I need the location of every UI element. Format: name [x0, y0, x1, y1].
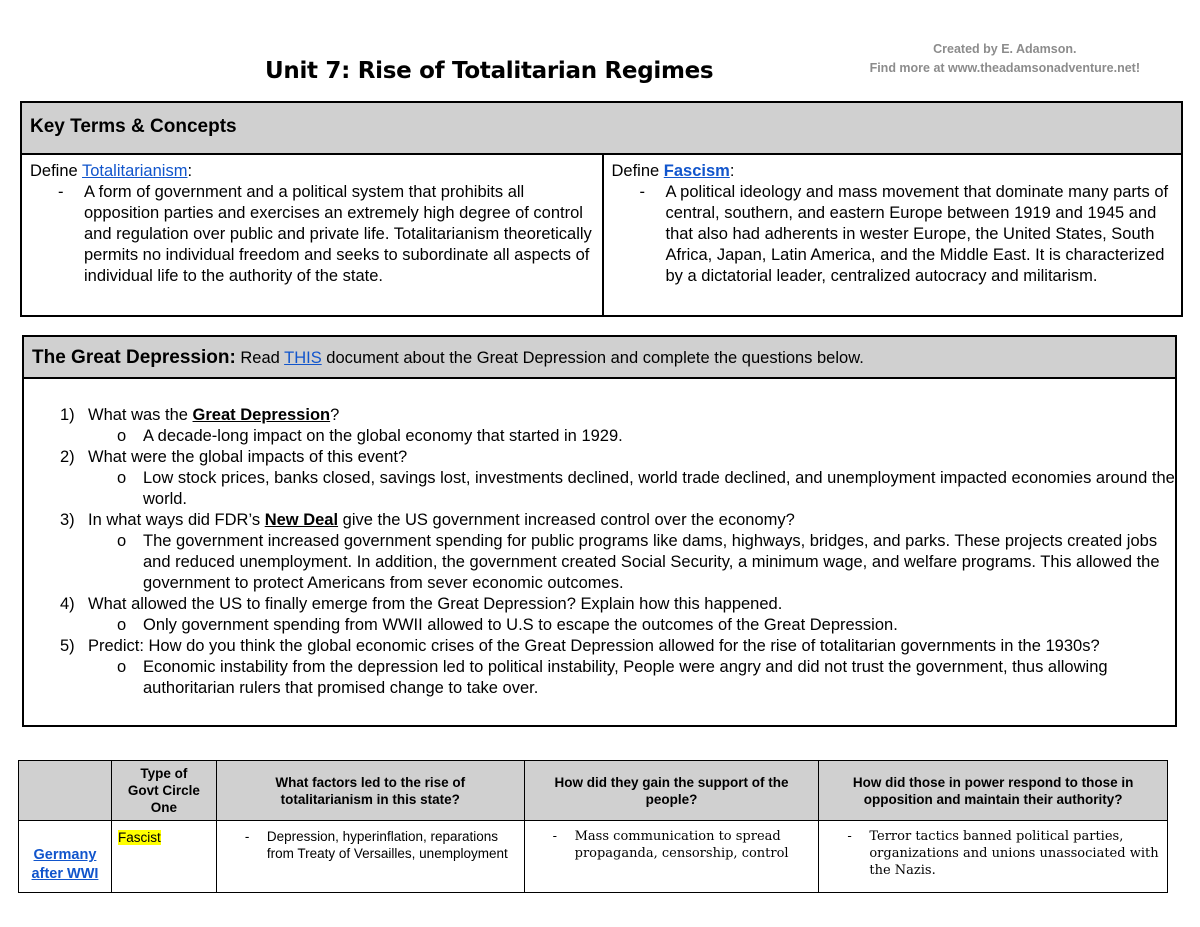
great-depression-section	[22, 335, 1177, 727]
answer-2	[24, 468, 1175, 510]
circle-bullet: o	[117, 658, 127, 676]
dash-bullet: -	[552, 829, 558, 844]
key-terms-section	[20, 101, 1183, 317]
table-header-factors: What factors led to the rise of totalitarianism in this state?	[216, 761, 524, 821]
totalitarianism-link[interactable]: Totalitarianism	[81, 162, 188, 180]
question-1	[24, 405, 1175, 426]
question-text: What were the global impacts of this event?	[88, 448, 408, 466]
answer-text: Low stock prices, banks closed, savings lost, investments declined, world trade declined, and unemployment impacted economies around the world.	[143, 469, 1175, 508]
question-text: Predict: How do you think the global economic crises of the Great Depression allowed for the rise of totalitarian governments in the 1930s?	[88, 637, 1100, 655]
answer-text: A decade-long impact on the global economy that started in 1929.	[143, 427, 623, 445]
question-text: What was the	[88, 406, 193, 424]
regimes-table	[18, 760, 1168, 893]
fascism-link[interactable]: Fascism	[663, 162, 730, 180]
credit-note	[870, 40, 1140, 78]
question-number: 3)	[60, 511, 75, 529]
table-header-support: How did they gain the support of the people?	[524, 761, 819, 821]
question-text: What allowed the US to finally emerge from the Great Depression? Explain how this happened.	[88, 595, 783, 613]
answer-text: The government increased government spending for public programs like dams, highways, bridges, and parks. These projects created jobs and reduced unemployment. In addition, the government created Social Security, a minimum wage, and welfare programs. This allowed the government to protect Americans from sever economic outcomes.	[143, 532, 1160, 592]
fascism-definition-cell	[602, 155, 1182, 315]
govt-type-highlight: Fascist	[117, 830, 161, 845]
credit-author: Created by E. Adamson.	[933, 42, 1077, 56]
factors-cell	[216, 821, 524, 893]
table-row	[19, 821, 1168, 893]
document-link[interactable]: THIS	[284, 349, 322, 367]
question-text: give the US government increased control over the economy?	[338, 511, 795, 529]
great-depression-heading	[24, 337, 1175, 379]
dash-bullet: -	[639, 183, 645, 201]
fascism-definition: A political ideology and mass movement that dominate many parts of central, southern, and eastern Europe between 1919 and 1945 and that also had adherents in wester Europe, the United States, South Africa, Japan, Latin America, and the Middle East. It is characterized by a dictatorial leader, centralized autocracy and militarism.	[665, 183, 1169, 285]
support-text: Mass communication to spread propaganda, censorship, control	[574, 829, 789, 861]
question-4	[24, 594, 1175, 615]
response-text: Terror tactics banned political parties, organizations and unions unassociated with the Nazis.	[869, 829, 1159, 878]
dash-bullet: -	[58, 183, 64, 201]
answer-text: Economic instability from the depression led to political instability, People were angry and did not trust the government, thus allowing authoritarian rulers that promised change to take over.	[143, 658, 1108, 697]
question-5	[24, 636, 1175, 657]
circle-bullet: o	[117, 427, 127, 445]
define-label: Define	[611, 162, 664, 180]
dash-bullet: -	[847, 829, 852, 844]
dash-bullet: -	[244, 829, 250, 844]
table-header-govt-type: Type of Govt Circle One	[111, 761, 216, 821]
circle-bullet: o	[117, 532, 127, 550]
question-number: 1)	[60, 406, 75, 424]
define-label: Define	[30, 162, 82, 180]
question-3	[24, 510, 1175, 531]
table-header-response: How did those in power respond to those in opposition and maintain their authority?	[819, 761, 1168, 821]
totalitarianism-definition-cell	[22, 155, 602, 315]
country-link[interactable]: Germany after WWI	[19, 821, 112, 893]
table-header-row	[19, 761, 1168, 821]
circle-bullet: o	[117, 616, 127, 634]
page-title: Unit 7: Rise of Totalitarian Regimes	[265, 58, 714, 84]
answer-5	[24, 657, 1175, 699]
intro-text: Read	[235, 349, 285, 367]
question-text: ?	[330, 406, 340, 424]
colon: :	[729, 162, 735, 180]
credit-website[interactable]: Find more at www.theadamsonadventure.net!	[869, 61, 1140, 75]
govt-type-cell	[111, 821, 216, 893]
support-cell	[524, 821, 819, 893]
response-cell	[819, 821, 1168, 893]
totalitarianism-definition: A form of government and a political system that prohibits all opposition parties and exercises an extremely high degree of control and regulation over public and private life. Totalitarianism theoretically permits no individual freedom and seeks to subordinate all aspects of individual life to the authority of the state.	[84, 183, 592, 285]
colon: :	[187, 162, 193, 180]
question-number: 5)	[60, 637, 75, 655]
question-number: 4)	[60, 595, 75, 613]
answer-1	[24, 426, 1175, 447]
circle-bullet: o	[117, 469, 127, 487]
table-header-country	[19, 761, 112, 821]
question-text: In what ways did FDR’s	[88, 511, 265, 529]
key-terms-heading: Key Terms & Concepts	[22, 103, 1181, 155]
new-deal-term: New Deal	[264, 511, 339, 529]
factors-text: Depression, hyperinflation, reparations from Treaty of Versailles, unemployment	[266, 829, 508, 861]
section-title: The Great Depression:	[32, 347, 236, 368]
answer-4	[24, 615, 1175, 636]
answer-text: Only government spending from WWII allowed to U.S to escape the outcomes of the Great Depression.	[143, 616, 898, 634]
question-number: 2)	[60, 448, 75, 466]
question-2	[24, 447, 1175, 468]
answer-3	[24, 531, 1175, 594]
intro-text: document about the Great Depression and complete the questions below.	[321, 349, 864, 367]
great-depression-term: Great Depression	[192, 406, 331, 424]
